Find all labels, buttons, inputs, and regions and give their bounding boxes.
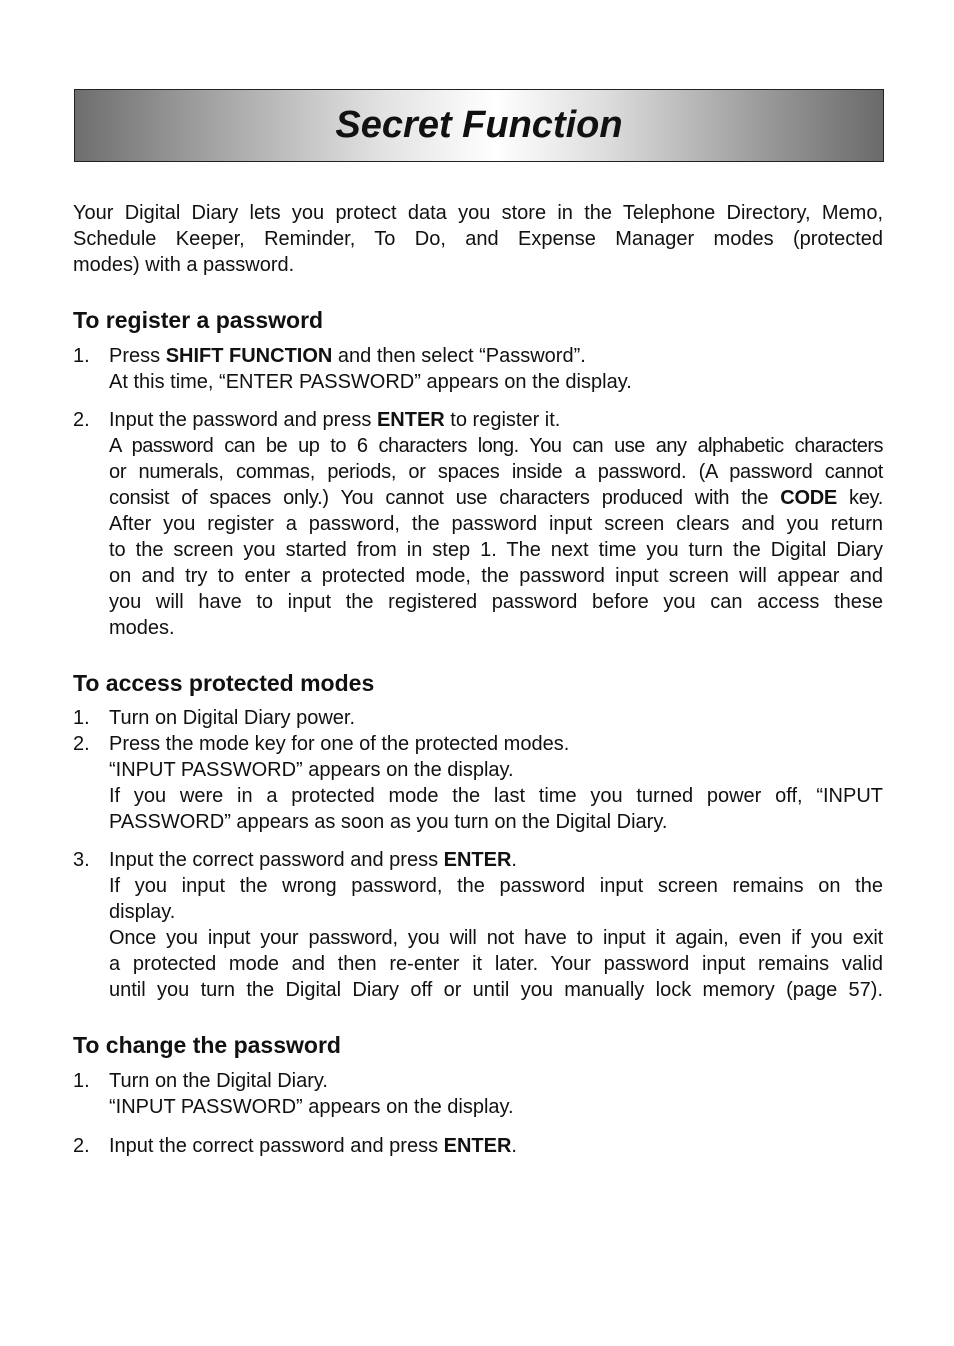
step-note: At this time, “ENTER PASSWORD” appears on the display.: [109, 371, 632, 393]
step-line: Turn on Digital Diary power.: [109, 707, 356, 729]
text: .: [511, 849, 517, 871]
step-number: 2.: [73, 733, 90, 755]
step-line: A password can be up to 6 characters long. You can use any alphabetic characters: [109, 435, 883, 457]
text: .: [511, 1135, 517, 1157]
key-shift-function: SHIFT FUNCTION: [165, 345, 333, 367]
intro-line: Schedule Keeper, Reminder, To Do, and Expense Manager modes (protected: [73, 228, 883, 250]
intro-paragraph: [73, 200, 883, 278]
step-line: a protected mode and then re-enter it later. Your password input remains valid: [109, 953, 883, 975]
step-number: 2.: [73, 409, 90, 431]
step-line: you will have to input the registered password before you can access these: [109, 591, 883, 613]
step-line: display.: [109, 901, 176, 923]
intro-line: Your Digital Diary lets you protect data you store in the Telephone Directory, Memo,: [73, 202, 883, 224]
step-line: Turn on the Digital Diary.: [109, 1070, 328, 1092]
step-line: on and try to enter a protected mode, the password input screen will appear and: [109, 565, 883, 587]
key-enter: ENTER: [376, 409, 445, 431]
key-enter: ENTER: [443, 1135, 512, 1157]
step-line: to the screen you started from in step 1. The next time you turn the Digital Diary: [109, 539, 883, 561]
text: Input the correct password and press: [109, 849, 444, 871]
text: Input the correct password and press: [109, 1135, 444, 1157]
intro-line: modes) with a password.: [73, 254, 295, 276]
step-line: If you were in a protected mode the last time you turned power off, “INPUT: [109, 785, 883, 807]
step-number: 1.: [73, 707, 90, 729]
key-enter: ENTER: [443, 849, 512, 871]
text: Press: [109, 345, 166, 367]
step-line: until you turn the Digital Diary off or until you manually lock memory (page 57).: [109, 979, 883, 1001]
step-line: “INPUT PASSWORD” appears on the display.: [109, 759, 514, 781]
heading-access-protected-modes: To access protected modes: [73, 670, 375, 696]
step-number: 1.: [73, 1070, 90, 1092]
step-line: PASSWORD” appears as soon as you turn on the Digital Diary.: [109, 811, 668, 833]
step-line: After you register a password, the password input screen clears and you return: [109, 513, 883, 535]
step-line: Press the mode key for one of the protected modes.: [109, 733, 570, 755]
text: key.: [836, 487, 883, 509]
heading-register-password: To register a password: [73, 307, 324, 333]
key-code: CODE: [780, 487, 837, 509]
text: and then select “Password”.: [332, 345, 586, 367]
text: to register it.: [444, 409, 561, 431]
step-line: or numerals, commas, periods, or spaces inside a password. (A password cannot: [109, 461, 883, 483]
text: Input the password and press: [109, 409, 377, 431]
title-banner: [74, 89, 884, 162]
step-number: 2.: [73, 1135, 90, 1157]
step-line: Once you input your password, you will not have to input it again, even if you exit: [109, 927, 883, 949]
step-line: “INPUT PASSWORD” appears on the display.: [109, 1096, 514, 1118]
heading-change-password: To change the password: [73, 1032, 341, 1058]
step-line: If you input the wrong password, the password input screen remains on the: [109, 875, 883, 897]
text: consist of spaces only.) You cannot use characters produced with the: [109, 487, 781, 509]
step-line: modes.: [109, 617, 175, 639]
step-number: 1.: [73, 345, 90, 367]
page-title: Secret Function: [335, 104, 623, 146]
step-number: 3.: [73, 849, 90, 871]
